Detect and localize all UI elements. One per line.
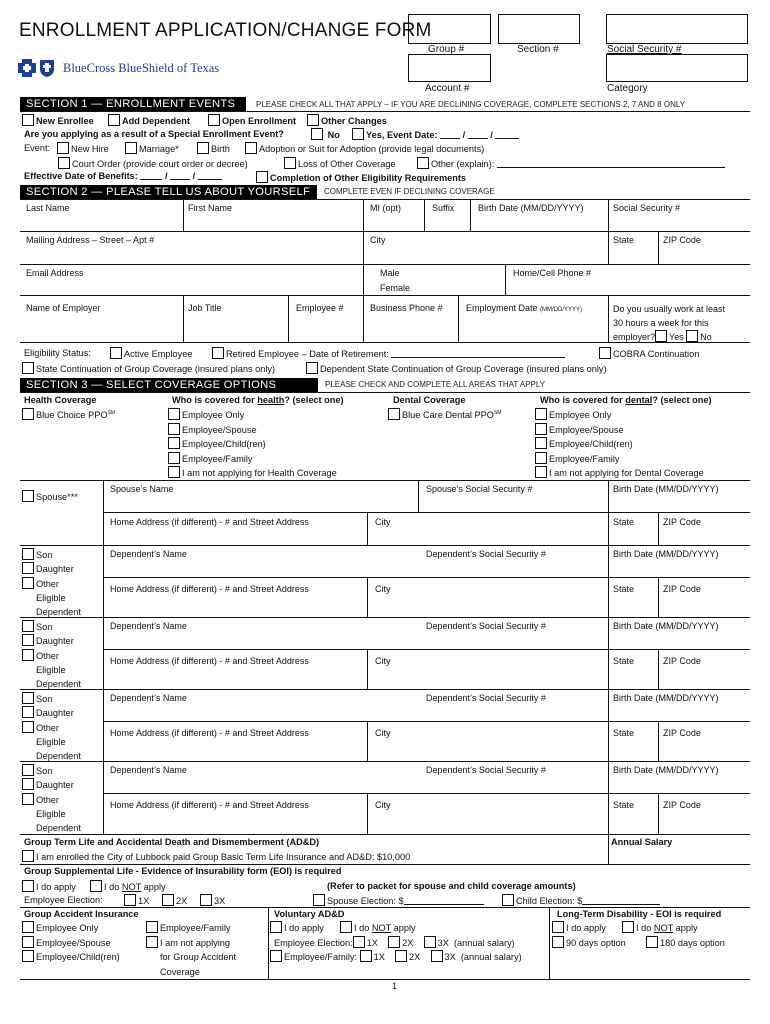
retirement-date-field[interactable] — [391, 357, 565, 358]
dep3-eligible-label: Eligible — [36, 736, 66, 747]
dental-emp-family-label: Employee/Family — [549, 453, 620, 464]
section-number-box[interactable] — [498, 14, 580, 44]
dep4-address-field[interactable]: Home Address (if different) - # and Street Address — [110, 800, 309, 810]
dep3-city-field[interactable]: City — [375, 728, 391, 738]
dep1-eligible-label: Eligible — [36, 592, 66, 603]
dep1-name-field[interactable]: Dependent’s Name — [110, 549, 187, 559]
acc-emp-family-checkbox[interactable] — [146, 921, 158, 933]
dental-emp-spouse-checkbox[interactable] — [535, 423, 547, 435]
work30-line1: Do you usually work at least — [613, 304, 726, 314]
new-enrollee-checkbox[interactable] — [22, 114, 34, 126]
supp-emp-election-label: Employee Election: — [24, 895, 103, 905]
dental-coverage-label: Dental Coverage — [393, 395, 466, 405]
vol-fam-checkbox[interactable] — [270, 950, 282, 962]
acc-emp-child-checkbox[interactable] — [22, 950, 34, 962]
section3-note: PLEASE CHECK AND COMPLETE ALL AREAS THAT APPLY — [325, 380, 546, 389]
court-order-label: Court Order (provide court order or decree) — [72, 159, 248, 169]
acc-not-applying-line3: Coverage — [160, 966, 200, 977]
supp-life-title: Group Supplemental Life - Evidence of Insurability form (EOI) is required — [24, 866, 342, 876]
health-emp-children-label: Employee/Child(ren) — [182, 439, 266, 449]
blue-choice-sm: SM — [107, 409, 115, 416]
dep3-daughter-checkbox[interactable] — [22, 706, 34, 718]
category-box[interactable] — [606, 54, 748, 82]
health-emp-family-label: Employee/Family — [182, 453, 253, 464]
other-explain-field[interactable] — [497, 167, 725, 168]
dep1-ssn-field[interactable]: Dependent’s Social Security # — [426, 549, 546, 559]
dep1-state-field[interactable]: State — [613, 584, 635, 594]
dep3-address-field[interactable]: Home Address (if different) - # and Street Address — [110, 728, 309, 738]
dental-who-u: dental — [625, 395, 653, 405]
dep-state-continuation-checkbox[interactable] — [306, 362, 318, 374]
supp-1x-label: 1X — [138, 896, 150, 906]
page-number: 1 — [392, 981, 398, 991]
ltd-not-a: I do — [636, 923, 654, 933]
eligibility-status-label: Eligibility Status: — [24, 348, 91, 358]
effective-date-label: Effective Date of Benefits: — [24, 171, 138, 181]
vol-emp-annual-label: (annual salary) — [453, 938, 515, 948]
ssn-box[interactable] — [606, 14, 748, 44]
spouse-birth-date-field[interactable]: Birth Date (MM/DD/YYYY) — [613, 484, 719, 494]
state-continuation-label: State Continuation of Group Coverage (insured plans only) — [36, 364, 276, 374]
ltd-180-checkbox[interactable] — [646, 936, 658, 948]
spouse-state-field[interactable]: State — [613, 517, 635, 527]
vol-adnd-title: Voluntary AD&D — [274, 909, 345, 919]
acc-emp-spouse-checkbox[interactable] — [22, 936, 34, 948]
work30-line3: employer? — [613, 332, 656, 342]
work30-yes-checkbox[interactable] — [655, 330, 667, 342]
dental-who-b: ? (select one) — [652, 395, 712, 405]
section2-note: COMPLETE EVEN IF DECLINING COVERAGE — [324, 187, 495, 196]
spouse-name-field[interactable]: Spouse’s Name — [110, 484, 174, 494]
birth-date-field[interactable]: Birth Date (MM/DD/YYYY) — [478, 203, 584, 213]
ssn-field[interactable]: Social Security # — [613, 203, 681, 213]
dep2-ssn-field[interactable]: Dependent’s Social Security # — [426, 621, 546, 631]
dep4-birth-date-field[interactable]: Birth Date (MM/DD/YYYY) — [613, 765, 719, 775]
dental-emp-only-checkbox[interactable] — [535, 408, 547, 420]
vol-fam-2x-checkbox[interactable] — [395, 950, 407, 962]
dep2-address-field[interactable]: Home Address (if different) - # and Street Address — [110, 656, 309, 666]
work30-yes-label: Yes — [669, 332, 684, 342]
ltd-not-u: NOT — [653, 923, 674, 933]
event-label: Event: — [24, 143, 51, 153]
dep4-other-label: Other — [36, 794, 59, 805]
job-title-field[interactable]: Job Title — [188, 303, 222, 313]
blue-choice-label: Blue Choice PPO — [36, 410, 108, 420]
section3-header: SECTION 3 — SELECT COVERAGE OPTIONS — [20, 378, 318, 392]
child-election-field[interactable] — [582, 904, 660, 905]
dep4-name-field[interactable]: Dependent’s Name — [110, 765, 187, 775]
vol-fam-2x-label: 2X — [409, 952, 421, 962]
health-who-b: ? (select one) — [284, 395, 344, 405]
spouse-election-field[interactable] — [404, 904, 484, 905]
acc-not-applying-checkbox[interactable] — [146, 936, 158, 948]
health-who-u: health — [257, 395, 285, 405]
ltd-180-label: 180 days option — [660, 938, 725, 948]
new-hire-checkbox[interactable] — [57, 142, 69, 154]
dep3-daughter-label: Daughter — [36, 708, 74, 719]
completion-label: Completion of Other Eligibility Requirements — [270, 173, 467, 183]
completion-checkbox[interactable] — [256, 171, 268, 183]
supp-1x-checkbox[interactable] — [124, 894, 136, 906]
child-election-checkbox[interactable] — [502, 894, 514, 906]
dep3-state-field[interactable]: State — [613, 728, 635, 738]
ltd-title: Long-Term Disability - EOI is required — [557, 909, 722, 919]
female-option[interactable]: Female — [380, 283, 411, 293]
other-explain-checkbox[interactable] — [417, 157, 429, 169]
special-no-checkbox[interactable] — [311, 128, 323, 140]
dep3-dependent-label: Dependent — [36, 751, 81, 762]
ssn-label: Social Security # — [607, 44, 682, 55]
supp-not-b: apply — [141, 882, 166, 892]
dep4-daughter-label: Daughter — [36, 780, 74, 791]
dep2-state-field[interactable]: State — [613, 656, 635, 666]
dep2-dependent-label: Dependent — [36, 679, 81, 690]
new-hire-label: New Hire — [71, 144, 109, 154]
dep3-ssn-field[interactable]: Dependent’s Social Security # — [426, 693, 546, 703]
supp-3x-label: 3X — [214, 896, 226, 906]
other-changes-checkbox[interactable] — [307, 114, 319, 126]
adnd-title: Group Term Life and Accidental Death and Dismemberment (AD&D) — [24, 837, 320, 847]
zip-field[interactable]: ZIP Code — [663, 235, 701, 245]
vol-emp-3x-checkbox[interactable] — [424, 936, 436, 948]
dep1-other-checkbox[interactable] — [22, 577, 34, 589]
adnd-enrolled-checkbox[interactable] — [22, 850, 34, 862]
dep4-ssn-field[interactable]: Dependent’s Social Security # — [426, 765, 546, 775]
vol-emp-2x-checkbox[interactable] — [388, 936, 400, 948]
dependent-relationship-2 — [22, 620, 81, 691]
dental-emp-spouse-label: Employee/Spouse — [549, 424, 624, 435]
work30-no-checkbox[interactable] — [686, 330, 698, 342]
special-yes-label: Yes, Event Date: — [366, 130, 438, 140]
vol-fam-1x-label: 1X — [373, 952, 385, 962]
dep2-zip-field[interactable]: ZIP Code — [663, 656, 701, 666]
new-enrollee-label: New Enrollee — [36, 116, 94, 126]
spouse-label: Spouse*** — [36, 492, 78, 502]
spouse-election-label: Spouse Election: $ — [327, 896, 404, 906]
cross-shield-icon — [18, 58, 58, 78]
employer-field[interactable]: Name of Employer — [26, 303, 101, 313]
birth-checkbox[interactable] — [197, 142, 209, 154]
health-emp-family-checkbox[interactable] — [168, 452, 180, 464]
dental-not-applying-label: I am not applying for Dental Coverage — [549, 468, 704, 478]
section2-header: SECTION 2 — PLEASE TELL US ABOUT YOURSELF — [20, 185, 317, 199]
dep1-dependent-label: Dependent — [36, 607, 81, 618]
dependent-relationship-1 — [22, 548, 81, 619]
special-enrollment-question: Are you applying as a result of a Special Enrollment Event? — [24, 129, 284, 139]
adoption-label: Adoption or Suit for Adoption (provide legal documents) — [259, 144, 485, 154]
health-not-applying-checkbox[interactable] — [168, 466, 180, 478]
active-employee-checkbox[interactable] — [110, 347, 122, 359]
dep3-other-checkbox[interactable] — [22, 721, 34, 733]
account-number-box[interactable] — [408, 54, 491, 82]
dep1-son-label: Son — [36, 550, 53, 560]
vol-fam-1x-checkbox[interactable] — [360, 950, 372, 962]
dep3-birth-date-field[interactable]: Birth Date (MM/DD/YYYY) — [613, 693, 719, 703]
suffix-field[interactable]: Suffix — [432, 203, 455, 213]
dep4-son-label: Son — [36, 766, 53, 776]
acc-emp-only-label: Employee Only — [36, 923, 99, 933]
spouse-city-field[interactable]: City — [375, 517, 391, 527]
health-emp-children-checkbox[interactable] — [168, 437, 180, 449]
dep1-city-field[interactable]: City — [375, 584, 391, 594]
vol-not-a: I do — [354, 923, 372, 933]
special-yes-checkbox[interactable] — [352, 128, 364, 140]
marriage-label: Marriage* — [139, 144, 179, 154]
add-dependent-label: Add Dependent — [122, 116, 190, 126]
vol-emp-2x-label: 2X — [402, 938, 414, 948]
dep2-other-checkbox[interactable] — [22, 649, 34, 661]
male-option[interactable]: Male — [380, 268, 400, 278]
open-enrollment-label: Open Enrollment — [222, 116, 297, 126]
dependent-relationship-4 — [22, 764, 81, 835]
dep2-daughter-checkbox[interactable] — [22, 634, 34, 646]
dep1-daughter-label: Daughter — [36, 564, 74, 575]
work30-question — [613, 303, 725, 345]
acc-emp-spouse-label: Employee/Spouse — [36, 937, 111, 948]
spouse-ssn-field[interactable]: Spouse’s Social Security # — [426, 484, 533, 494]
accident-title: Group Accident Insurance — [24, 909, 139, 919]
vol-fam-annual-label: (annual salary) — [460, 952, 522, 962]
ltd-90-label: 90 days option — [566, 938, 626, 948]
blue-care-sm: SM — [493, 409, 502, 416]
dep2-eligible-label: Eligible — [36, 664, 66, 675]
dep3-son-label: Son — [36, 694, 53, 704]
dep-state-continuation-label: Dependent State Continuation of Group Coverage (insured plans only) — [320, 364, 607, 374]
s1-row1 — [22, 114, 94, 127]
vol-emp-3x-label: 3X — [437, 938, 449, 948]
retired-employee-checkbox[interactable] — [212, 347, 224, 359]
dep1-daughter-checkbox[interactable] — [22, 562, 34, 574]
mi-field[interactable]: MI (opt) — [370, 203, 402, 213]
group-number-box[interactable] — [408, 14, 491, 44]
dep3-other-label: Other — [36, 722, 59, 733]
dental-emp-only-label: Employee Only — [549, 410, 612, 420]
group-label: Group # — [428, 44, 465, 55]
supp-not-apply-checkbox[interactable] — [90, 880, 102, 892]
spouse-address-field[interactable]: Home Address (if different) - # and Street Address — [110, 517, 309, 527]
state-continuation-checkbox[interactable] — [22, 362, 34, 374]
supp-not-u: NOT — [121, 882, 142, 892]
supp-apply-checkbox[interactable] — [22, 880, 34, 892]
dep4-zip-field[interactable]: ZIP Code — [663, 800, 701, 810]
dental-emp-children-checkbox[interactable] — [535, 437, 547, 449]
acc-emp-only-checkbox[interactable] — [22, 921, 34, 933]
dep4-daughter-checkbox[interactable] — [22, 778, 34, 790]
adoption-checkbox[interactable] — [245, 142, 257, 154]
employment-date-field[interactable] — [466, 303, 582, 313]
dep3-name-field[interactable]: Dependent’s Name — [110, 693, 187, 703]
blue-care-checkbox[interactable] — [388, 408, 400, 420]
child-election-label: Child Election: $ — [516, 896, 583, 906]
acc-not-applying-line2: for Group Accident — [160, 952, 237, 962]
dental-who-label — [540, 395, 712, 406]
dep1-son-checkbox[interactable] — [22, 548, 34, 560]
spouse-checkbox[interactable] — [22, 490, 34, 502]
vol-fam-label: Employee/Family: — [284, 952, 358, 962]
dental-who-a: Who is covered for — [540, 395, 626, 405]
work30-line2: 30 hours a week for this — [613, 317, 709, 328]
annual-salary-label: Annual Salary — [611, 837, 673, 847]
acc-emp-family-label: Employee/Family — [160, 923, 231, 933]
ltd-apply-label: I do apply — [566, 923, 606, 933]
marriage-checkbox[interactable] — [125, 142, 137, 154]
adnd-enrolled-label: I am enrolled the City of Lubbock paid Group Basic Term Life Insurance and AD&D: $10,000 — [36, 852, 411, 862]
loss-coverage-label: Loss of Other Coverage — [298, 159, 396, 169]
first-name-field[interactable]: First Name — [188, 203, 233, 213]
logo-text: BlueCross BlueShield of Texas — [63, 61, 220, 75]
dep4-dependent-label: Dependent — [36, 823, 81, 834]
dep1-address-field[interactable]: Home Address (if different) - # and Street Address — [110, 584, 309, 594]
dep2-city-field[interactable]: City — [375, 656, 391, 666]
account-label: Account # — [425, 83, 470, 94]
acc-emp-child-label: Employee/Child(ren) — [36, 952, 120, 962]
court-order-checkbox[interactable] — [58, 157, 70, 169]
dep4-son-checkbox[interactable] — [22, 764, 34, 776]
vol-emp-1x-label: 1X — [366, 938, 378, 948]
blue-choice-checkbox[interactable] — [22, 408, 34, 420]
section1-header: SECTION 1 — ENROLLMENT EVENTS — [20, 97, 246, 111]
employee-number-field[interactable]: Employee # — [296, 303, 344, 313]
employment-date-format: (MM/DD/YYYY) — [540, 307, 583, 313]
ltd-not-apply-checkbox[interactable] — [622, 921, 634, 933]
bcbs-logo — [18, 57, 258, 79]
open-enrollment-checkbox[interactable] — [208, 114, 220, 126]
section1-note: PLEASE CHECK ALL THAT APPLY – IF YOU ARE DECLINING COVERAGE, COMPLETE SECTIONS 2, 7 AND 8 ONLY — [256, 100, 686, 109]
cobra-label: COBRA Continuation — [613, 349, 700, 359]
health-emp-only-checkbox[interactable] — [168, 408, 180, 420]
vol-fam-3x-label: 3X — [444, 952, 456, 962]
dep4-city-field[interactable]: City — [375, 800, 391, 810]
form-title: ENROLLMENT APPLICATION/CHANGE FORM — [19, 20, 432, 41]
dep2-son-checkbox[interactable] — [22, 620, 34, 632]
vol-not-apply-checkbox[interactable] — [340, 921, 352, 933]
ltd-apply-checkbox[interactable] — [552, 921, 564, 933]
dep2-daughter-label: Daughter — [36, 636, 74, 647]
spouse-election-checkbox[interactable] — [313, 894, 325, 906]
vol-apply-label: I do apply — [284, 923, 324, 933]
supp-2x-checkbox[interactable] — [162, 894, 174, 906]
ltd-90-checkbox[interactable] — [552, 936, 564, 948]
dep2-son-label: Son — [36, 622, 53, 632]
dep1-birth-date-field[interactable]: Birth Date (MM/DD/YYYY) — [613, 549, 719, 559]
phone-field[interactable]: Home/Cell Phone # — [513, 268, 592, 278]
dep2-birth-date-field[interactable]: Birth Date (MM/DD/YYYY) — [613, 621, 719, 631]
supp-3x-checkbox[interactable] — [200, 894, 212, 906]
email-field[interactable]: Email Address — [26, 268, 84, 278]
other-changes-label: Other Changes — [321, 116, 387, 126]
dep3-zip-field[interactable]: ZIP Code — [663, 728, 701, 738]
health-emp-spouse-checkbox[interactable] — [168, 423, 180, 435]
health-who-label — [172, 395, 344, 406]
work30-no-label: No — [700, 332, 712, 342]
city-field[interactable]: City — [370, 235, 386, 245]
section-label: Section # — [517, 44, 559, 55]
dep2-other-label: Other — [36, 650, 59, 661]
spouse-zip-field[interactable]: ZIP Code — [663, 517, 701, 527]
other-explain-label: Other (explain): — [431, 159, 495, 169]
cobra-checkbox[interactable] — [599, 347, 611, 359]
vol-emp-1x-checkbox[interactable] — [353, 936, 365, 948]
special-no-label: No — [327, 130, 340, 140]
dep4-eligible-label: Eligible — [36, 808, 66, 819]
dep1-zip-field[interactable]: ZIP Code — [663, 584, 701, 594]
business-phone-field[interactable]: Business Phone # — [370, 303, 443, 313]
dep4-other-checkbox[interactable] — [22, 793, 34, 805]
dental-emp-family-checkbox[interactable] — [535, 452, 547, 464]
supp-apply-label: I do apply — [36, 882, 76, 892]
dental-emp-children-label: Employee/Child(ren) — [549, 439, 633, 449]
vol-apply-checkbox[interactable] — [270, 921, 282, 933]
supp-not-a: I do — [104, 882, 122, 892]
dependent-relationship-3 — [22, 692, 81, 763]
refer-packet-note: (Refer to packet for spouse and child coverage amounts) — [327, 881, 576, 891]
dep2-name-field[interactable]: Dependent’s Name — [110, 621, 187, 631]
dep3-son-checkbox[interactable] — [22, 692, 34, 704]
last-name-field[interactable]: Last Name — [26, 203, 70, 213]
vol-not-b: apply — [391, 923, 416, 933]
health-not-applying-label: I am not applying for Health Coverage — [182, 468, 337, 478]
health-emp-spouse-label: Employee/Spouse — [182, 424, 257, 435]
state-field[interactable]: State — [613, 235, 635, 245]
health-emp-only-label: Employee Only — [182, 410, 245, 420]
loss-coverage-checkbox[interactable] — [284, 157, 296, 169]
vol-fam-3x-checkbox[interactable] — [431, 950, 443, 962]
health-who-a: Who is covered for — [172, 395, 258, 405]
ltd-not-b: apply — [673, 923, 698, 933]
employment-date-label: Employment Date — [466, 303, 538, 313]
blue-care-label: Blue Care Dental PPO — [402, 410, 494, 420]
birth-label: Birth — [211, 144, 230, 154]
mailing-address-field[interactable]: Mailing Address – Street – Apt # — [26, 235, 155, 245]
dental-not-applying-checkbox[interactable] — [535, 466, 547, 478]
dep1-other-label: Other — [36, 578, 59, 589]
active-employee-label: Active Employee — [124, 349, 193, 359]
health-coverage-label: Health Coverage — [24, 395, 97, 405]
retired-employee-label: Retired Employee – Date of Retirement: — [226, 349, 389, 359]
vol-not-u: NOT — [371, 923, 392, 933]
acc-not-applying-label: I am not applying — [160, 937, 230, 948]
category-label: Category — [607, 83, 648, 94]
add-dependent-checkbox[interactable] — [108, 114, 120, 126]
dep4-state-field[interactable]: State — [613, 800, 635, 810]
vol-emp-election-label: Employee Election: — [274, 938, 353, 948]
supp-2x-label: 2X — [176, 896, 188, 906]
